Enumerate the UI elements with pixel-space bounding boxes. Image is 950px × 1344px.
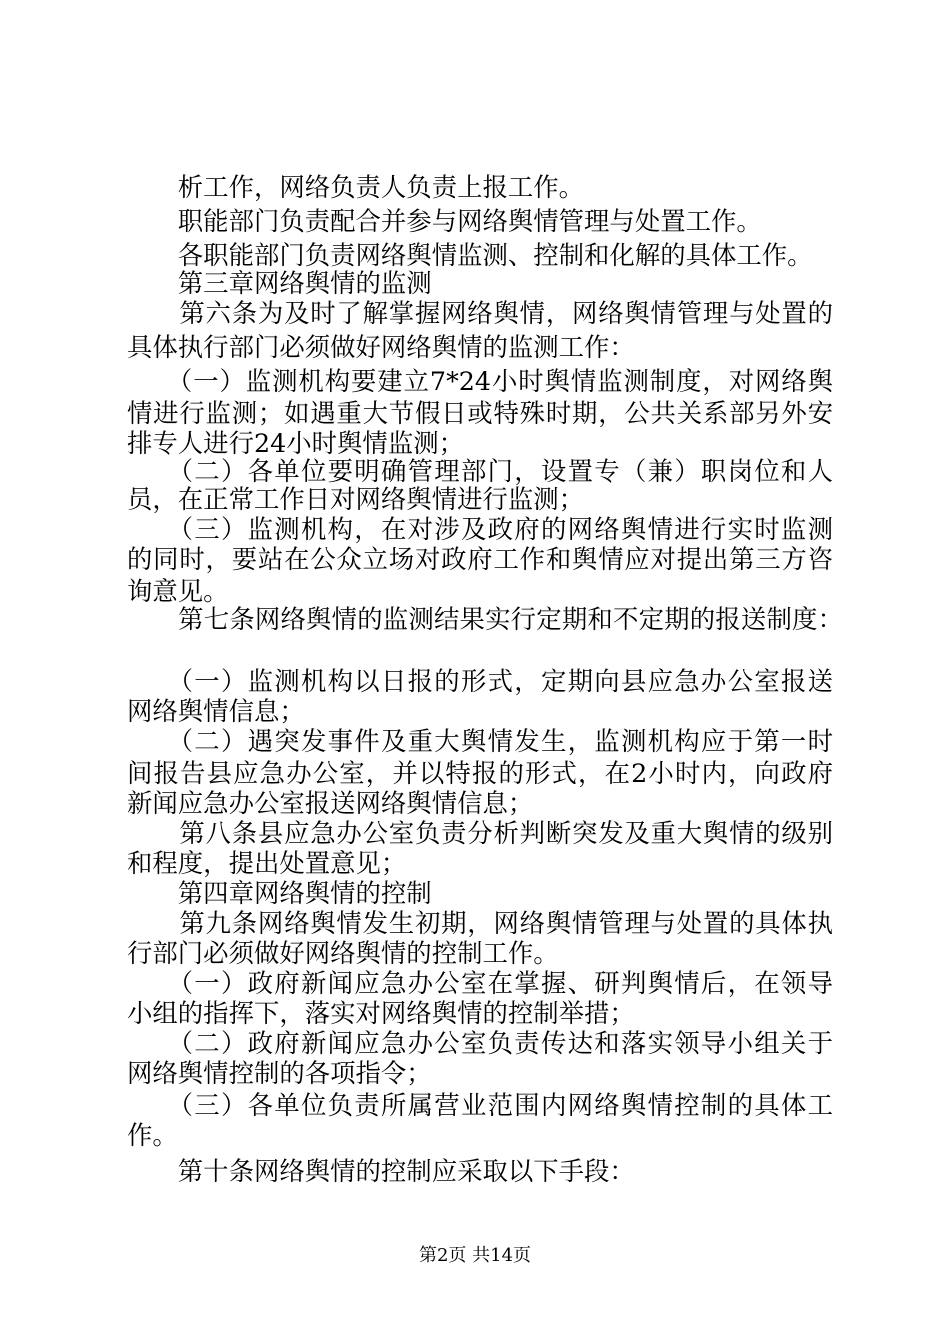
paragraph-line: （三）各单位负责所属营业范围内网络舆情控制的具体工 bbox=[127, 1090, 833, 1120]
paragraph-line: （二）遇突发事件及重大舆情发生，监测机构应于第一时 bbox=[127, 726, 833, 756]
paragraph-line: 行部门必须做好网络舆情的控制工作。 bbox=[127, 938, 559, 968]
paragraph-line: 第九条网络舆情发生初期，网络舆情管理与处置的具体执 bbox=[127, 908, 833, 938]
paragraph-line: 和程度，提出处置意见； bbox=[127, 848, 407, 878]
paragraph-line: 网络舆情信息； bbox=[127, 696, 305, 726]
paragraph-line: 网络舆情控制的各项指令； bbox=[127, 1058, 432, 1088]
paragraph-line: 各职能部门负责网络舆情监测、控制和化解的具体工作。 bbox=[127, 240, 813, 270]
paragraph-line: 的同时，要站在公众立场对政府工作和舆情应对提出第三方咨 bbox=[127, 544, 833, 574]
paragraph-line: 第八条县应急办公室负责分析判断突发及重大舆情的级别 bbox=[127, 818, 833, 848]
paragraph-line: 间报告县应急办公室，并以特报的形式，在2小时内，向政府 bbox=[127, 758, 833, 788]
section-heading: 第三章网络舆情的监测 bbox=[127, 268, 432, 298]
paragraph-line: 情进行监测；如遇重大节假日或特殊时期，公共关系部另外安 bbox=[127, 398, 833, 428]
paragraph-line: （二）政府新闻应急办公室负责传达和落实领导小组关于 bbox=[127, 1028, 833, 1058]
paragraph-line: 第十条网络舆情的控制应采取以下手段： bbox=[127, 1156, 635, 1186]
paragraph-line: （一）政府新闻应急办公室在掌握、研判舆情后，在领导 bbox=[127, 968, 833, 998]
paragraph-line: 职能部门负责配合并参与网络舆情管理与处置工作。 bbox=[127, 206, 762, 236]
paragraph-line: 第七条网络舆情的监测结果实行定期和不定期的报送制度： bbox=[127, 604, 843, 634]
paragraph-line: 排专人进行24小时舆情监测； bbox=[127, 428, 464, 458]
paragraph-line: 作。 bbox=[127, 1120, 178, 1150]
section-heading: 第四章网络舆情的控制 bbox=[127, 878, 432, 908]
paragraph-line: 具体执行部门必须做好网络舆情的监测工作： bbox=[127, 332, 635, 362]
paragraph-line: 员，在正常工作日对网络舆情进行监测； bbox=[127, 484, 585, 514]
paragraph-line: 询意见。 bbox=[127, 576, 229, 606]
page-number-footer: 第2页 共14页 bbox=[418, 1245, 532, 1266]
paragraph-line: （一）监测机构要建立7*24小时舆情监测制度，对网络舆 bbox=[127, 366, 833, 396]
paragraph-line: 小组的指挥下，落实对网络舆情的控制举措； bbox=[127, 998, 635, 1028]
paragraph-line: （二）各单位要明确管理部门，设置专（兼）职岗位和人 bbox=[127, 456, 833, 486]
paragraph-line: 析工作，网络负责人负责上报工作。 bbox=[127, 172, 585, 202]
paragraph-line: 第六条为及时了解掌握网络舆情，网络舆情管理与处置的 bbox=[127, 298, 833, 328]
paragraph-line: （一）监测机构以日报的形式，定期向县应急办公室报送 bbox=[127, 666, 833, 696]
paragraph-line: 新闻应急办公室报送网络舆情信息； bbox=[127, 788, 534, 818]
paragraph-line: （三）监测机构，在对涉及政府的网络舆情进行实时监测 bbox=[127, 514, 833, 544]
